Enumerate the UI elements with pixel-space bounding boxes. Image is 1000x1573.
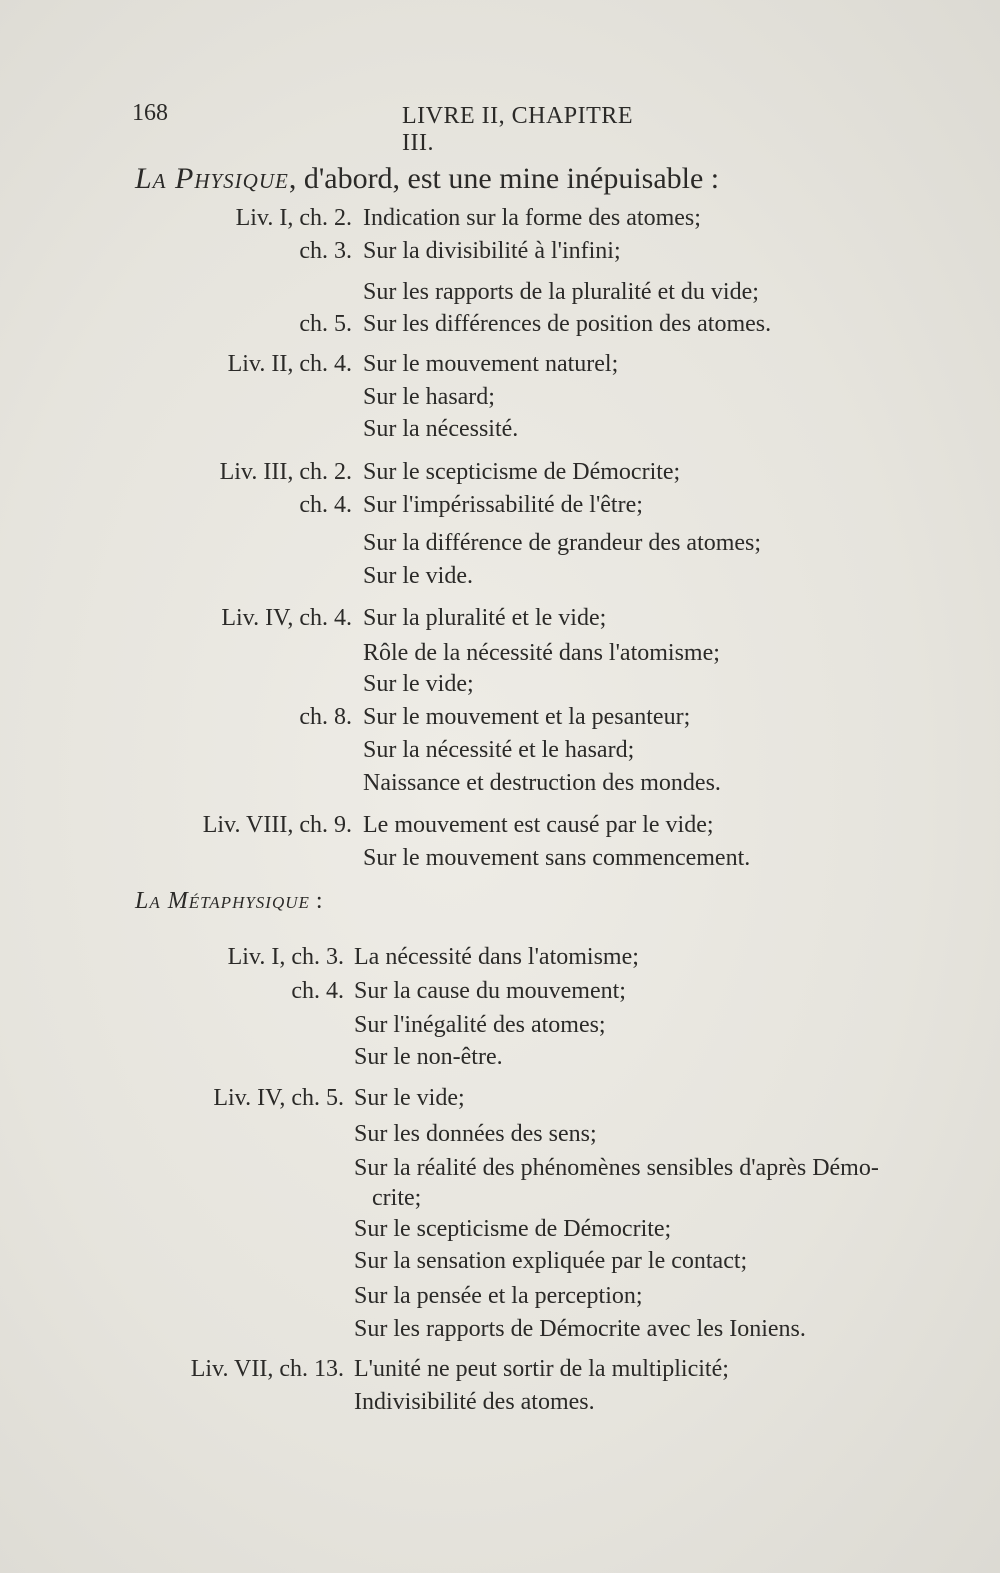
- chapter-reference: ch. 4.: [291, 978, 344, 1004]
- physique-heading-rest: , d'abord, est une mine inépuisable :: [288, 162, 720, 195]
- entry-text: Sur les rapports de la pluralité et du vide;: [363, 279, 759, 305]
- entry-text: Sur la pensée et la perception;: [354, 1283, 643, 1309]
- metaphysique-heading: [135, 888, 323, 915]
- entry-text: Sur le scepticisme de Démocrite;: [363, 459, 681, 485]
- entry-text: Sur les données des sens;: [354, 1121, 597, 1147]
- chapter-reference: Liv. I, ch. 3.: [227, 944, 344, 970]
- entry-text: Sur le mouvement sans commencement.: [363, 845, 751, 871]
- entry-text: La nécessité dans l'atomisme;: [354, 944, 639, 970]
- entry-text: Sur les rapports de Démocrite avec les Ioniens.: [354, 1316, 806, 1342]
- entry-text: Sur la réalité des phénomènes sensibles d'après Démo-: [354, 1155, 879, 1181]
- entry-text: Sur la sensation expliquée par le contact;: [354, 1248, 748, 1274]
- entry-text: Sur le vide.: [363, 563, 473, 589]
- physique-heading-title: La Physique: [135, 162, 289, 195]
- metaphysique-heading-rest: :: [309, 888, 323, 914]
- chapter-reference: Liv. II, ch. 4.: [227, 351, 352, 377]
- chapter-reference: Liv. VIII, ch. 9.: [202, 812, 352, 838]
- entry-text: Sur le mouvement et la pesanteur;: [363, 704, 691, 730]
- chapter-reference: ch. 8.: [299, 704, 352, 730]
- entry-text: Le mouvement est causé par le vide;: [363, 812, 714, 838]
- chapter-reference: Liv. IV, ch. 5.: [213, 1085, 344, 1111]
- page-number: 168: [132, 100, 168, 126]
- entry-text: Sur le non-être.: [354, 1044, 503, 1070]
- running-head: LIVRE II, CHAPITRE III.: [402, 103, 633, 156]
- entry-text: Sur la nécessité et le hasard;: [363, 737, 635, 763]
- entry-text: L'unité ne peut sortir de la multiplicité;: [354, 1356, 729, 1382]
- entry-text: Sur l'inégalité des atomes;: [354, 1012, 606, 1038]
- entry-text: Sur le mouvement naturel;: [363, 351, 619, 377]
- entry-text: Sur le hasard;: [363, 384, 495, 410]
- entry-text: Sur la pluralité et le vide;: [363, 605, 607, 631]
- entry-text: Sur la nécessité.: [363, 416, 519, 442]
- entry-text: Sur la cause du mouvement;: [354, 978, 626, 1004]
- chapter-reference: Liv. I, ch. 2.: [235, 205, 352, 231]
- entry-text: Sur le vide;: [354, 1085, 465, 1111]
- entry-text: Indication sur la forme des atomes;: [363, 205, 701, 231]
- chapter-reference: ch. 5.: [299, 311, 352, 337]
- entry-text: Rôle de la nécessité dans l'atomisme;: [363, 640, 720, 666]
- entry-text: crite;: [372, 1185, 422, 1211]
- entry-text: Naissance et destruction des mondes.: [363, 770, 721, 796]
- chapter-reference: Liv. IV, ch. 4.: [221, 605, 352, 631]
- entry-text: Sur la divisibilité à l'infini;: [363, 238, 621, 264]
- entry-text: Sur le scepticisme de Démocrite;: [354, 1216, 672, 1242]
- entry-text: Sur le vide;: [363, 671, 474, 697]
- chapter-reference: ch. 4.: [299, 492, 352, 518]
- physique-heading: [135, 162, 719, 196]
- entry-text: Indivisibilité des atomes.: [354, 1389, 595, 1415]
- entry-text: Sur les différences de position des atomes.: [363, 311, 772, 337]
- chapter-reference: ch. 3.: [299, 238, 352, 264]
- entry-text: Sur l'impérissabilité de l'être;: [363, 492, 643, 518]
- chapter-reference: Liv. VII, ch. 13.: [190, 1356, 344, 1382]
- metaphysique-heading-title: La Métaphysique: [135, 888, 310, 914]
- entry-text: Sur la différence de grandeur des atomes;: [363, 530, 762, 556]
- chapter-reference: Liv. III, ch. 2.: [219, 459, 352, 485]
